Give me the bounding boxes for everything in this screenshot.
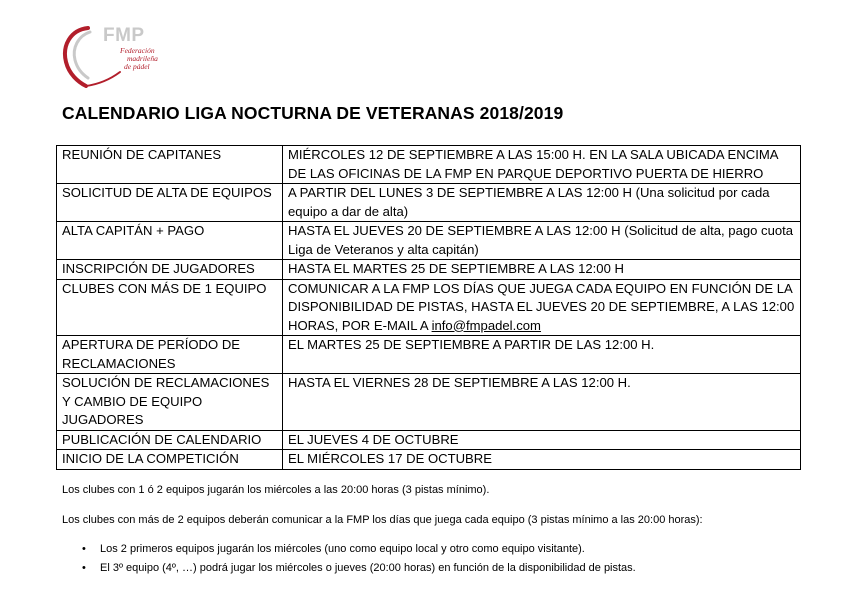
email-link[interactable]: info@fmpadel.com bbox=[431, 317, 541, 333]
row-value: A PARTIR DEL LUNES 3 DE SEPTIEMBRE A LAS 12:00 H (Una solicitud por cada equipo a dar de alta) bbox=[283, 184, 801, 222]
table-row bbox=[57, 374, 801, 431]
logo-subtitle-line3: de pádel bbox=[124, 62, 150, 71]
table-row bbox=[57, 430, 801, 450]
table-row bbox=[57, 146, 801, 184]
row-value: EL MARTES 25 DE SEPTIEMBRE A PARTIR DE LAS 12:00 H. bbox=[283, 336, 801, 374]
calendar-table bbox=[56, 145, 801, 470]
list-item-text: Los 2 primeros equipos jugarán los miércoles (uno como equipo local y otro como equipo visitante). bbox=[100, 543, 585, 555]
row-label: SOLICITUD DE ALTA DE EQUIPOS bbox=[57, 184, 283, 222]
logo-subtitle-line2: madrileña bbox=[127, 54, 158, 63]
list-item bbox=[82, 559, 636, 578]
page-title: CALENDARIO LIGA NOCTURNA DE VETERANAS 2018/2019 bbox=[62, 103, 564, 123]
row-label: INICIO DE LA COMPETICIÓN bbox=[57, 450, 283, 470]
row-value: MIÉRCOLES 12 DE SEPTIEMBRE A LAS 15:00 H. EN LA SALA UBICADA ENCIMA DE LAS OFICINAS DE LA FMP EN PARQUE DEPORTIVO PUERTA DE HIERRO bbox=[283, 146, 801, 184]
row-label: REUNIÓN DE CAPITANES bbox=[57, 146, 283, 184]
row-label: APERTURA DE PERÍODO DE RECLAMACIONES bbox=[57, 336, 283, 374]
row-label: CLUBES CON MÁS DE 1 EQUIPO bbox=[57, 279, 283, 336]
row-value bbox=[283, 279, 801, 336]
table-row bbox=[57, 184, 801, 222]
row-label: SOLUCIÓN DE RECLAMACIONES Y CAMBIO DE EQUIPO JUGADORES bbox=[57, 374, 283, 431]
logo-subtitle-line1: Federación bbox=[120, 46, 155, 55]
table-row bbox=[57, 222, 801, 260]
bullet-icon: • bbox=[82, 543, 86, 555]
notes-bullet-list bbox=[82, 540, 636, 578]
table-row bbox=[57, 450, 801, 470]
note-paragraph-1: Los clubes con 1 ó 2 equipos jugarán los miércoles a las 20:00 horas (3 pistas mínimo). bbox=[62, 484, 490, 496]
bullet-icon: • bbox=[82, 562, 86, 574]
table-row bbox=[57, 279, 801, 336]
row-label: ALTA CAPITÁN + PAGO bbox=[57, 222, 283, 260]
row-value: EL JUEVES 4 DE OCTUBRE bbox=[283, 430, 801, 450]
list-item bbox=[82, 540, 636, 559]
row-value: HASTA EL JUEVES 20 DE SEPTIEMBRE A LAS 12:00 H (Solicitud de alta, pago cuota Liga de Veteranos y alta capitán) bbox=[283, 222, 801, 260]
table-row bbox=[57, 260, 801, 280]
row-value-text: COMUNICAR A LA FMP LOS DÍAS QUE JUEGA CADA EQUIPO EN FUNCIÓN DE LA DISPONIBILIDAD DE PISTAS, HASTA EL JUEVES 20 DE SEPTIEMBRE, A LAS 12:00 HORAS, POR E-MAIL A bbox=[288, 280, 795, 333]
fmp-logo bbox=[60, 22, 160, 88]
note-paragraph-2: Los clubes con más de 2 equipos deberán comunicar a la FMP los días que juega cada equipo (3 pistas mínimo a las 20:00 horas): bbox=[62, 514, 703, 526]
logo-text: FMP bbox=[103, 25, 145, 46]
row-value: HASTA EL MARTES 25 DE SEPTIEMBRE A LAS 12:00 H bbox=[283, 260, 801, 280]
row-label: PUBLICACIÓN DE CALENDARIO bbox=[57, 430, 283, 450]
list-item-text: El 3º equipo (4º, …) podrá jugar los miércoles o jueves (20:00 horas) en función de la disponibilidad de pistas. bbox=[100, 562, 636, 574]
row-label: INSCRIPCIÓN DE JUGADORES bbox=[57, 260, 283, 280]
row-value: EL MIÉRCOLES 17 DE OCTUBRE bbox=[283, 450, 801, 470]
row-value: HASTA EL VIERNES 28 DE SEPTIEMBRE A LAS 12:00 H. bbox=[283, 374, 801, 431]
table-row bbox=[57, 336, 801, 374]
